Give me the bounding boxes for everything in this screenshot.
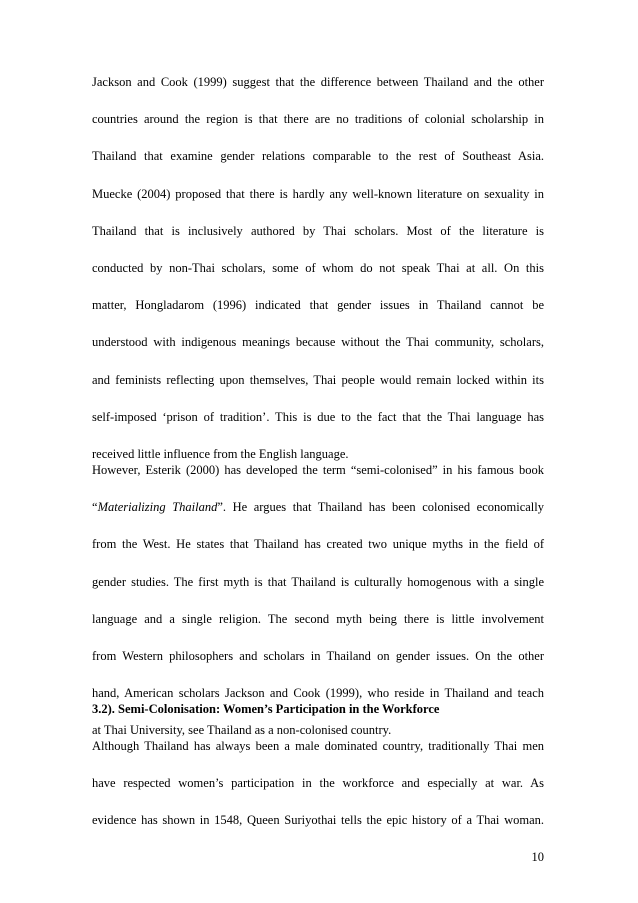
section-heading: 3.2). Semi-Colonisation: Women’s Participation in the Workforce <box>92 702 440 716</box>
text-line: countries around the region is that there are no traditions of colonial scholarship in <box>92 112 544 127</box>
text-line: However, Esterik (2000) has developed the term “semi-colonised” in his famous book <box>92 463 544 477</box>
open-quote: “ <box>92 500 98 515</box>
text-line: have respected women’s participation in the workforce and especially at war. As <box>92 776 544 791</box>
text-line: language and a single religion. The second myth being there is little involvement <box>92 611 544 626</box>
text-line: self-imposed ‘prison of tradition’. This is due to the fact that the Thai language has <box>92 409 544 424</box>
text-line: from Western philosophers and scholars in Thailand on gender issues. On the other <box>92 648 544 663</box>
text-line: Jackson and Cook (1999) suggest that the difference between Thailand and the other <box>92 75 544 89</box>
text-line: from the West. He states that Thailand has created two unique myths in the field of <box>92 537 544 552</box>
section-heading-block <box>92 701 544 738</box>
text-line: received little influence from the English language. <box>92 446 349 461</box>
paragraph-1 <box>92 74 544 483</box>
text-line: and feminists reflecting upon themselves, Thai people would remain locked within its <box>92 372 544 387</box>
text-line: hand, American scholars Jackson and Cook (1999), who reside in Thailand and teach <box>92 686 544 701</box>
page-number: 10 <box>531 850 544 864</box>
text-span: ”. He argues that Thailand has been colonised economically <box>217 500 545 515</box>
text-line: Thailand that examine gender relations comparable to the rest of Southeast Asia. <box>92 149 544 164</box>
text-line: conducted by non-Thai scholars, some of whom do not speak Thai at all. On this <box>92 260 544 275</box>
text-line <box>92 499 544 536</box>
text-line: gender studies. The first myth is that Thailand is culturally homogenous with a single <box>92 574 544 589</box>
text-line: Muecke (2004) proposed that there is hardly any well-known literature on sexuality in <box>92 186 544 201</box>
text-line: matter, Hongladarom (1996) indicated that gender issues in Thailand cannot be <box>92 298 544 313</box>
paragraph-3 <box>92 738 544 850</box>
text-line: at Thai University, see Thailand as a non-colonised country. <box>92 723 392 738</box>
text-line: Although Thailand has always been a male dominated country, traditionally Thai men <box>92 739 544 753</box>
text-line: evidence has shown in 1548, Queen Suriyothai tells the epic history of a Thai woman. <box>92 813 544 828</box>
text-line: understood with indigenous meanings because without the Thai community, scholars, <box>92 335 544 350</box>
book-title: Materializing Thailand <box>97 500 218 515</box>
text-line: Thailand that is inclusively authored by Thai scholars. Most of the literature is <box>92 223 544 238</box>
